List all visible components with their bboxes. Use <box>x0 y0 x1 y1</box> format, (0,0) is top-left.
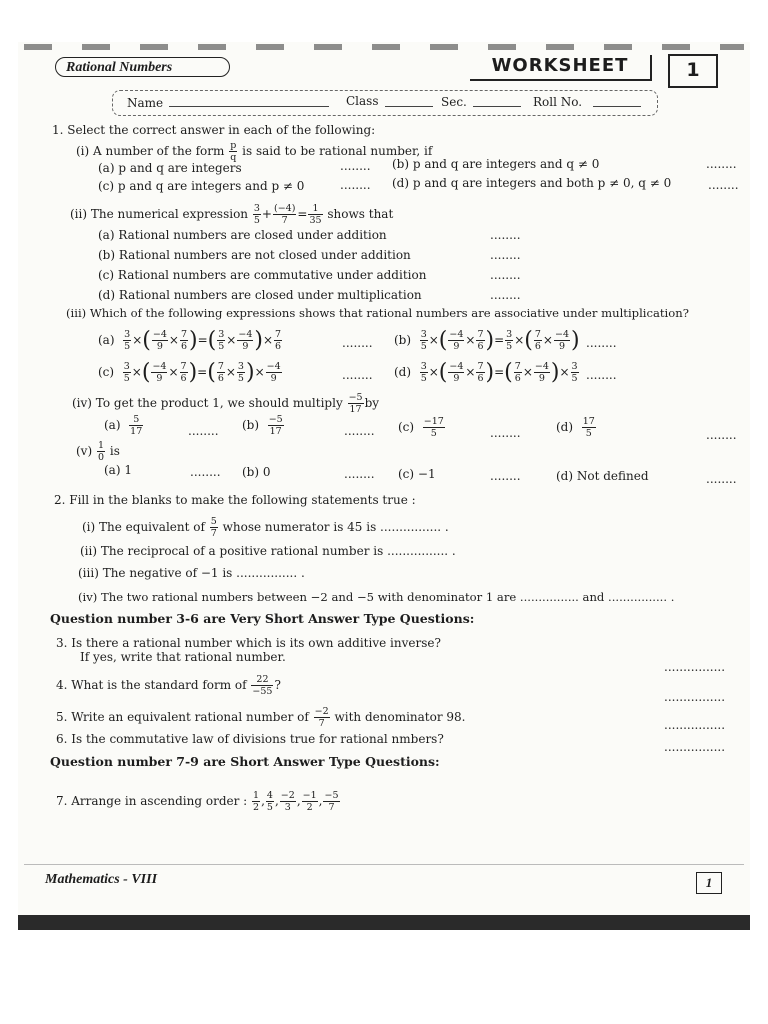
q1-iv-option-b: (b) $\frac{-5}{17}$ <box>242 414 283 437</box>
section-heading-3-6: Question number 3-6 are Very Short Answer Type Questions: <box>50 611 475 626</box>
class-line <box>385 106 433 107</box>
answer-dots: ........ <box>490 288 521 302</box>
q1-title: 1. Select the correct answer in each of the following: <box>52 123 376 137</box>
q5: 5. Write an equivalent rational number of $\frac{-2}{7}$ with denominator 98. <box>56 706 466 729</box>
q1-v-option-b: (b) 0 <box>242 465 271 479</box>
answer-dots: ........ <box>586 336 617 350</box>
class-label: Class <box>346 94 379 108</box>
answer-dots: ................ <box>664 660 726 674</box>
answer-dots: ........ <box>340 178 371 192</box>
answer-dots: ........ <box>490 248 521 262</box>
q1-ii-option-b: (b) Rational numbers are not closed under addition <box>98 248 411 262</box>
q2-i: (i) The equivalent of $\frac{5}{7}$ whose numerator is 45 is ................ . <box>82 516 449 539</box>
q1-v-stem: (v) $\frac{1}{0}$ is <box>76 440 120 463</box>
q7: 7. Arrange in ascending order : $\frac{1}{2}$ , $\frac{4}{5}$ , $\frac{-2}{3}$ , $\frac{-1}{2}$ , $\frac{-5}{7}$ <box>56 790 339 813</box>
answer-dots: ........ <box>490 469 521 483</box>
answer-dots: ................ <box>664 690 726 704</box>
q1-v-option-a: (a) 1 <box>104 463 132 477</box>
answer-dots: ........ <box>490 228 521 242</box>
answer-dots: ........ <box>340 159 371 173</box>
answer-dots: ........ <box>342 336 373 350</box>
answer-dots: ........ <box>706 472 737 486</box>
answer-dots: ........ <box>344 467 375 481</box>
answer-dots: ........ <box>490 268 521 282</box>
q1-i-option-c: (c) p and q are integers and p ≠ 0 <box>98 179 305 193</box>
q1-iv-stem: (iv) To get the product 1, we should multiply $\frac{-5}{17}$ by <box>72 392 380 415</box>
answer-dots: ........ <box>586 368 617 382</box>
sec-line <box>473 106 521 107</box>
topic-title: Rational Numbers <box>55 57 230 77</box>
sec-label: Sec. <box>441 95 467 109</box>
q1-iii-option-c: (c) $\frac{3}{5}$ ×( $\frac{-4}{9}$ × $\frac{7}{6}$ )=( $\frac{7}{6}$ × $\frac{3}{5}$ )× $\frac{-4}{9}$ <box>98 360 281 385</box>
answer-dots: ........ <box>344 424 375 438</box>
top-border-dashes <box>24 44 744 50</box>
answer-dots: ........ <box>190 465 221 479</box>
worksheet-label: WORKSHEET <box>470 55 652 81</box>
answer-dots: ........ <box>708 178 739 192</box>
worksheet-number: 1 <box>668 54 718 88</box>
answer-dots: ........ <box>490 426 521 440</box>
q3-line2: If yes, write that rational number. <box>80 650 286 664</box>
answer-dots: ........ <box>706 428 737 442</box>
answer-dots: ........ <box>706 157 737 171</box>
fraction-p-over-q: $\frac{p}{q}$ <box>230 140 237 163</box>
q1-iii-stem: (iii) Which of the following expressions shows that rational numbers are associative under multiplication? <box>66 306 689 320</box>
answer-dots: ................ <box>664 718 726 732</box>
q1-iv-option-d: (d) $\frac{17}{5}$ <box>556 416 595 439</box>
roll-label: Roll No. <box>533 95 583 109</box>
q1-i-option-b: (b) p and q are integers and q ≠ 0 <box>392 157 600 171</box>
q1-i-option-d: (d) p and q are integers and both p ≠ 0, q ≠ 0 <box>392 176 672 190</box>
q1-ii-option-d: (d) Rational numbers are closed under multiplication <box>98 288 422 302</box>
q1-iii-option-d: (d) $\frac{3}{5}$ ×( $\frac{-4}{9}$ × $\frac{7}{6}$ )=( $\frac{7}{6}$ × $\frac{-4}{9}$ )× $\frac{3}{5}$ <box>394 360 578 385</box>
footer-rule <box>24 864 744 865</box>
q1-iv-option-c: (c) $\frac{-17}{5}$ <box>398 416 444 439</box>
q1-iv-option-a: (a) $\frac{5}{17}$ <box>104 414 143 437</box>
q1-ii-option-a: (a) Rational numbers are closed under addition <box>98 228 387 242</box>
answer-dots: ........ <box>188 424 219 438</box>
bottom-edge-shadow <box>18 915 750 930</box>
q1-i-stem: (i) A number of the form $\frac{p}{q}$ is said to be rational number, if <box>76 140 433 163</box>
footer-subject: Mathematics - VIII <box>45 872 158 887</box>
footer-page-number: 1 <box>696 872 722 894</box>
name-line <box>169 106 329 107</box>
name-label: Name <box>127 96 164 110</box>
q2-iv: (iv) The two rational numbers between −2 and −5 with denominator 1 are ................ and ................ . <box>78 590 675 604</box>
answer-dots: ........ <box>342 368 373 382</box>
roll-line <box>593 106 641 107</box>
q1-ii-stem: (ii) The numerical expression $\frac{3}{5}$ + $\frac{(-4)}{7}$ = $\frac{1}{35}$ shows that <box>70 203 394 226</box>
q3-line1: 3. Is there a rational number which is its own additive inverse? <box>56 636 441 650</box>
q4: 4. What is the standard form of $\frac{22}{-55}$ ? <box>56 674 281 697</box>
q1-iii-option-a: (a) $\frac{3}{5}$ ×( $\frac{-4}{9}$ × $\frac{7}{6}$ )=( $\frac{3}{5}$ × $\frac{-4}{9}$ )× $\frac{7}{6}$ <box>98 328 282 353</box>
q1-iii-option-b: (b) $\frac{3}{5}$ ×( $\frac{-4}{9}$ × $\frac{7}{6}$ )= $\frac{3}{5}$ ×( $\frac{7}{6}$ × $\frac{-4}{9}$ ) <box>394 328 580 353</box>
q2-iii: (iii) The negative of −1 is ................ . <box>78 566 305 580</box>
q6: 6. Is the commutative law of divisions true for rational nmbers? <box>56 732 444 746</box>
q2-ii: (ii) The reciprocal of a positive rational number is ................ . <box>80 544 456 558</box>
answer-dots: ................ <box>664 740 726 754</box>
q1-v-option-c: (c) −1 <box>398 467 436 481</box>
q1-i-option-a: (a) p and q are integers <box>98 161 242 175</box>
q2-title: 2. Fill in the blanks to make the following statements true : <box>54 493 416 507</box>
q1-ii-option-c: (c) Rational numbers are commutative under addition <box>98 268 427 282</box>
section-heading-7-9: Question number 7-9 are Short Answer Type Questions: <box>50 754 440 769</box>
q1-v-option-d: (d) Not defined <box>556 469 649 483</box>
student-info-box <box>112 90 658 116</box>
